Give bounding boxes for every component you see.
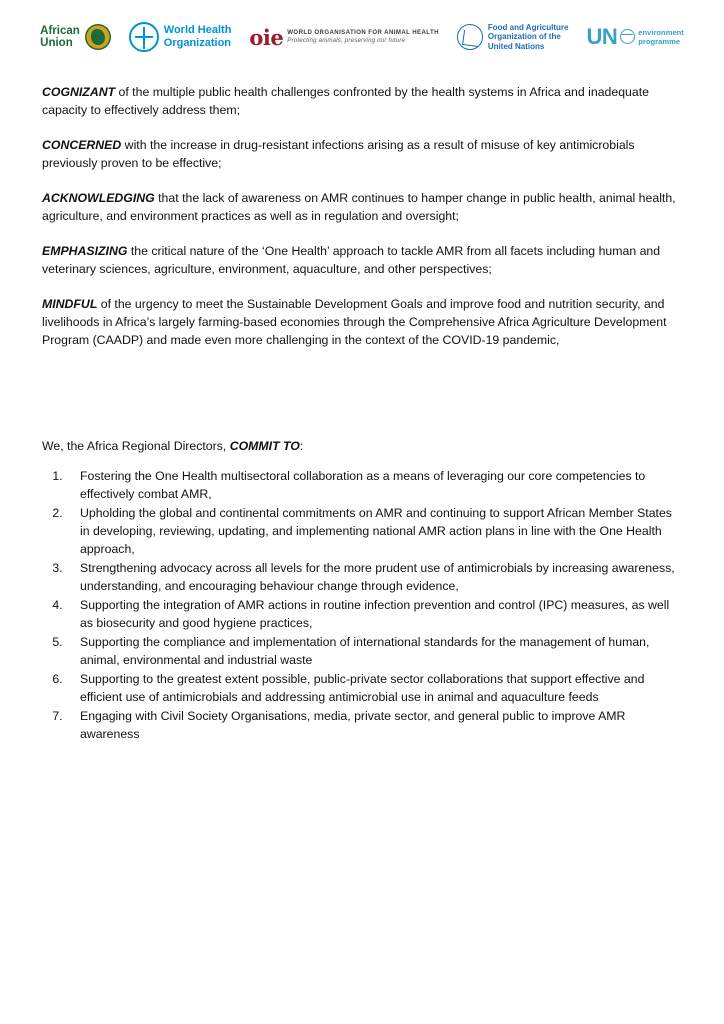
- list-item: 1. Fostering the One Health multisectoral collaboration as a means of leveraging our core competencies to effectively combat AMR,: [66, 468, 680, 504]
- fao-logo: [457, 23, 569, 52]
- oie-wordmark: oie: [249, 24, 284, 50]
- paragraph-emphasizing-lead: EMPHASIZING: [42, 243, 128, 258]
- paragraph-acknowledging-text: that the lack of awareness on AMR continues to hamper change in public health, animal health, agriculture, and environment practices as well as in regulation and oversight;: [42, 190, 676, 223]
- paragraph-cognizant: [42, 84, 680, 120]
- fao-logo-line1: Food and Agriculture: [487, 22, 569, 32]
- unep-logo: [586, 23, 684, 49]
- who-logo-line2: Organization: [163, 37, 232, 49]
- paragraph-mindful-lead: MINDFUL: [42, 296, 98, 311]
- commit-intro-bold: COMMIT TO: [229, 439, 300, 454]
- fao-logo-line3: United Nations: [487, 41, 545, 51]
- unep-logo-line2: programme: [638, 36, 681, 46]
- list-item: 4. Supporting the integration of AMR actions in routine infection prevention and control (IPC) measures, as well as biosecurity and good hygiene practices,: [66, 597, 680, 633]
- paragraph-concerned: [42, 137, 680, 173]
- african-union-emblem-icon: [85, 24, 111, 50]
- list-item: 7. Engaging with Civil Society Organisations, media, private sector, and general public to improve AMR awareness: [66, 708, 680, 744]
- document-body: [0, 62, 724, 744]
- paragraph-cognizant-text: of the multiple public health challenges confronted by the health systems in Africa and inadequate capacity to effectively address them;: [42, 85, 649, 117]
- commitment-list: [42, 468, 680, 743]
- who-logo-line1: World Health: [163, 24, 232, 37]
- paragraph-acknowledging-lead: ACKNOWLEDGING: [42, 190, 155, 205]
- section-spacer: [42, 366, 680, 438]
- paragraph-mindful: [42, 296, 680, 350]
- list-item: 6. Supporting to the greatest extent possible, public-private sector collaborations that support effective and efficient use of antimicrobials and addressing antimicrobial use in animal and aquaculture feeds: [66, 671, 680, 707]
- list-item: 2. Upholding the global and continental commitments on AMR and continuing to support African Member States in developing, reviewing, updating, and implementing national AMR action plans in line with the One Health approach,: [66, 505, 680, 559]
- commit-intro-prefix: We, the Africa Regional Directors,: [42, 439, 230, 454]
- african-union-logo: [40, 24, 111, 50]
- unep-wordmark: UN: [586, 23, 618, 49]
- paragraph-emphasizing-text: the critical nature of the ‘One Health’ approach to tackle AMR from all facets including human and veterinary sciences, agriculture, environment, aquaculture, and other perspectives;: [42, 243, 661, 276]
- who-logo: [129, 22, 232, 52]
- african-union-logo-line1: African: [40, 24, 80, 37]
- commit-intro: [42, 438, 680, 456]
- paragraph-cognizant-lead: COGNIZANT: [42, 85, 116, 99]
- list-item: 3. Strengthening advocacy across all levels for the more prudent use of antimicrobials by increasing awareness, understanding, and encouraging behaviour change through evidence,: [66, 560, 680, 596]
- oie-logo-line1: WORLD ORGANISATION FOR ANIMAL HEALTH: [287, 29, 439, 37]
- unep-globe-icon: [620, 29, 635, 44]
- oie-logo: [249, 25, 438, 50]
- who-emblem-icon: [129, 22, 159, 52]
- oie-logo-line2: Protecting animals, preserving our future: [287, 37, 406, 44]
- fao-logo-line2: Organization of the: [487, 32, 561, 42]
- paragraph-emphasizing: [42, 243, 680, 279]
- african-union-logo-line2: Union: [40, 37, 73, 49]
- commit-intro-suffix: :: [299, 439, 304, 454]
- paragraph-concerned-lead: CONCERNED: [42, 137, 122, 152]
- paragraph-acknowledging: [42, 190, 680, 226]
- paragraph-mindful-text: of the urgency to meet the Sustainable Development Goals and improve food and nutrition security, and livelihoods in Africa’s largely farming-based economies through the Comprehensive Africa Agriculture Development Program (CAADP) and made even more challenging in the context of the COVID-19 pandemic,: [42, 296, 667, 347]
- list-item: 5. Supporting the compliance and implementation of international standards for the management of human, animal, environmental and industrial waste: [66, 634, 680, 670]
- paragraph-concerned-text: with the increase in drug-resistant infections arising as a result of misuse of key antimicrobials previously proven to be effective;: [42, 137, 635, 170]
- fao-emblem-icon: [457, 24, 483, 50]
- unep-logo-line1: environment: [638, 27, 684, 37]
- logo-header: [0, 0, 724, 62]
